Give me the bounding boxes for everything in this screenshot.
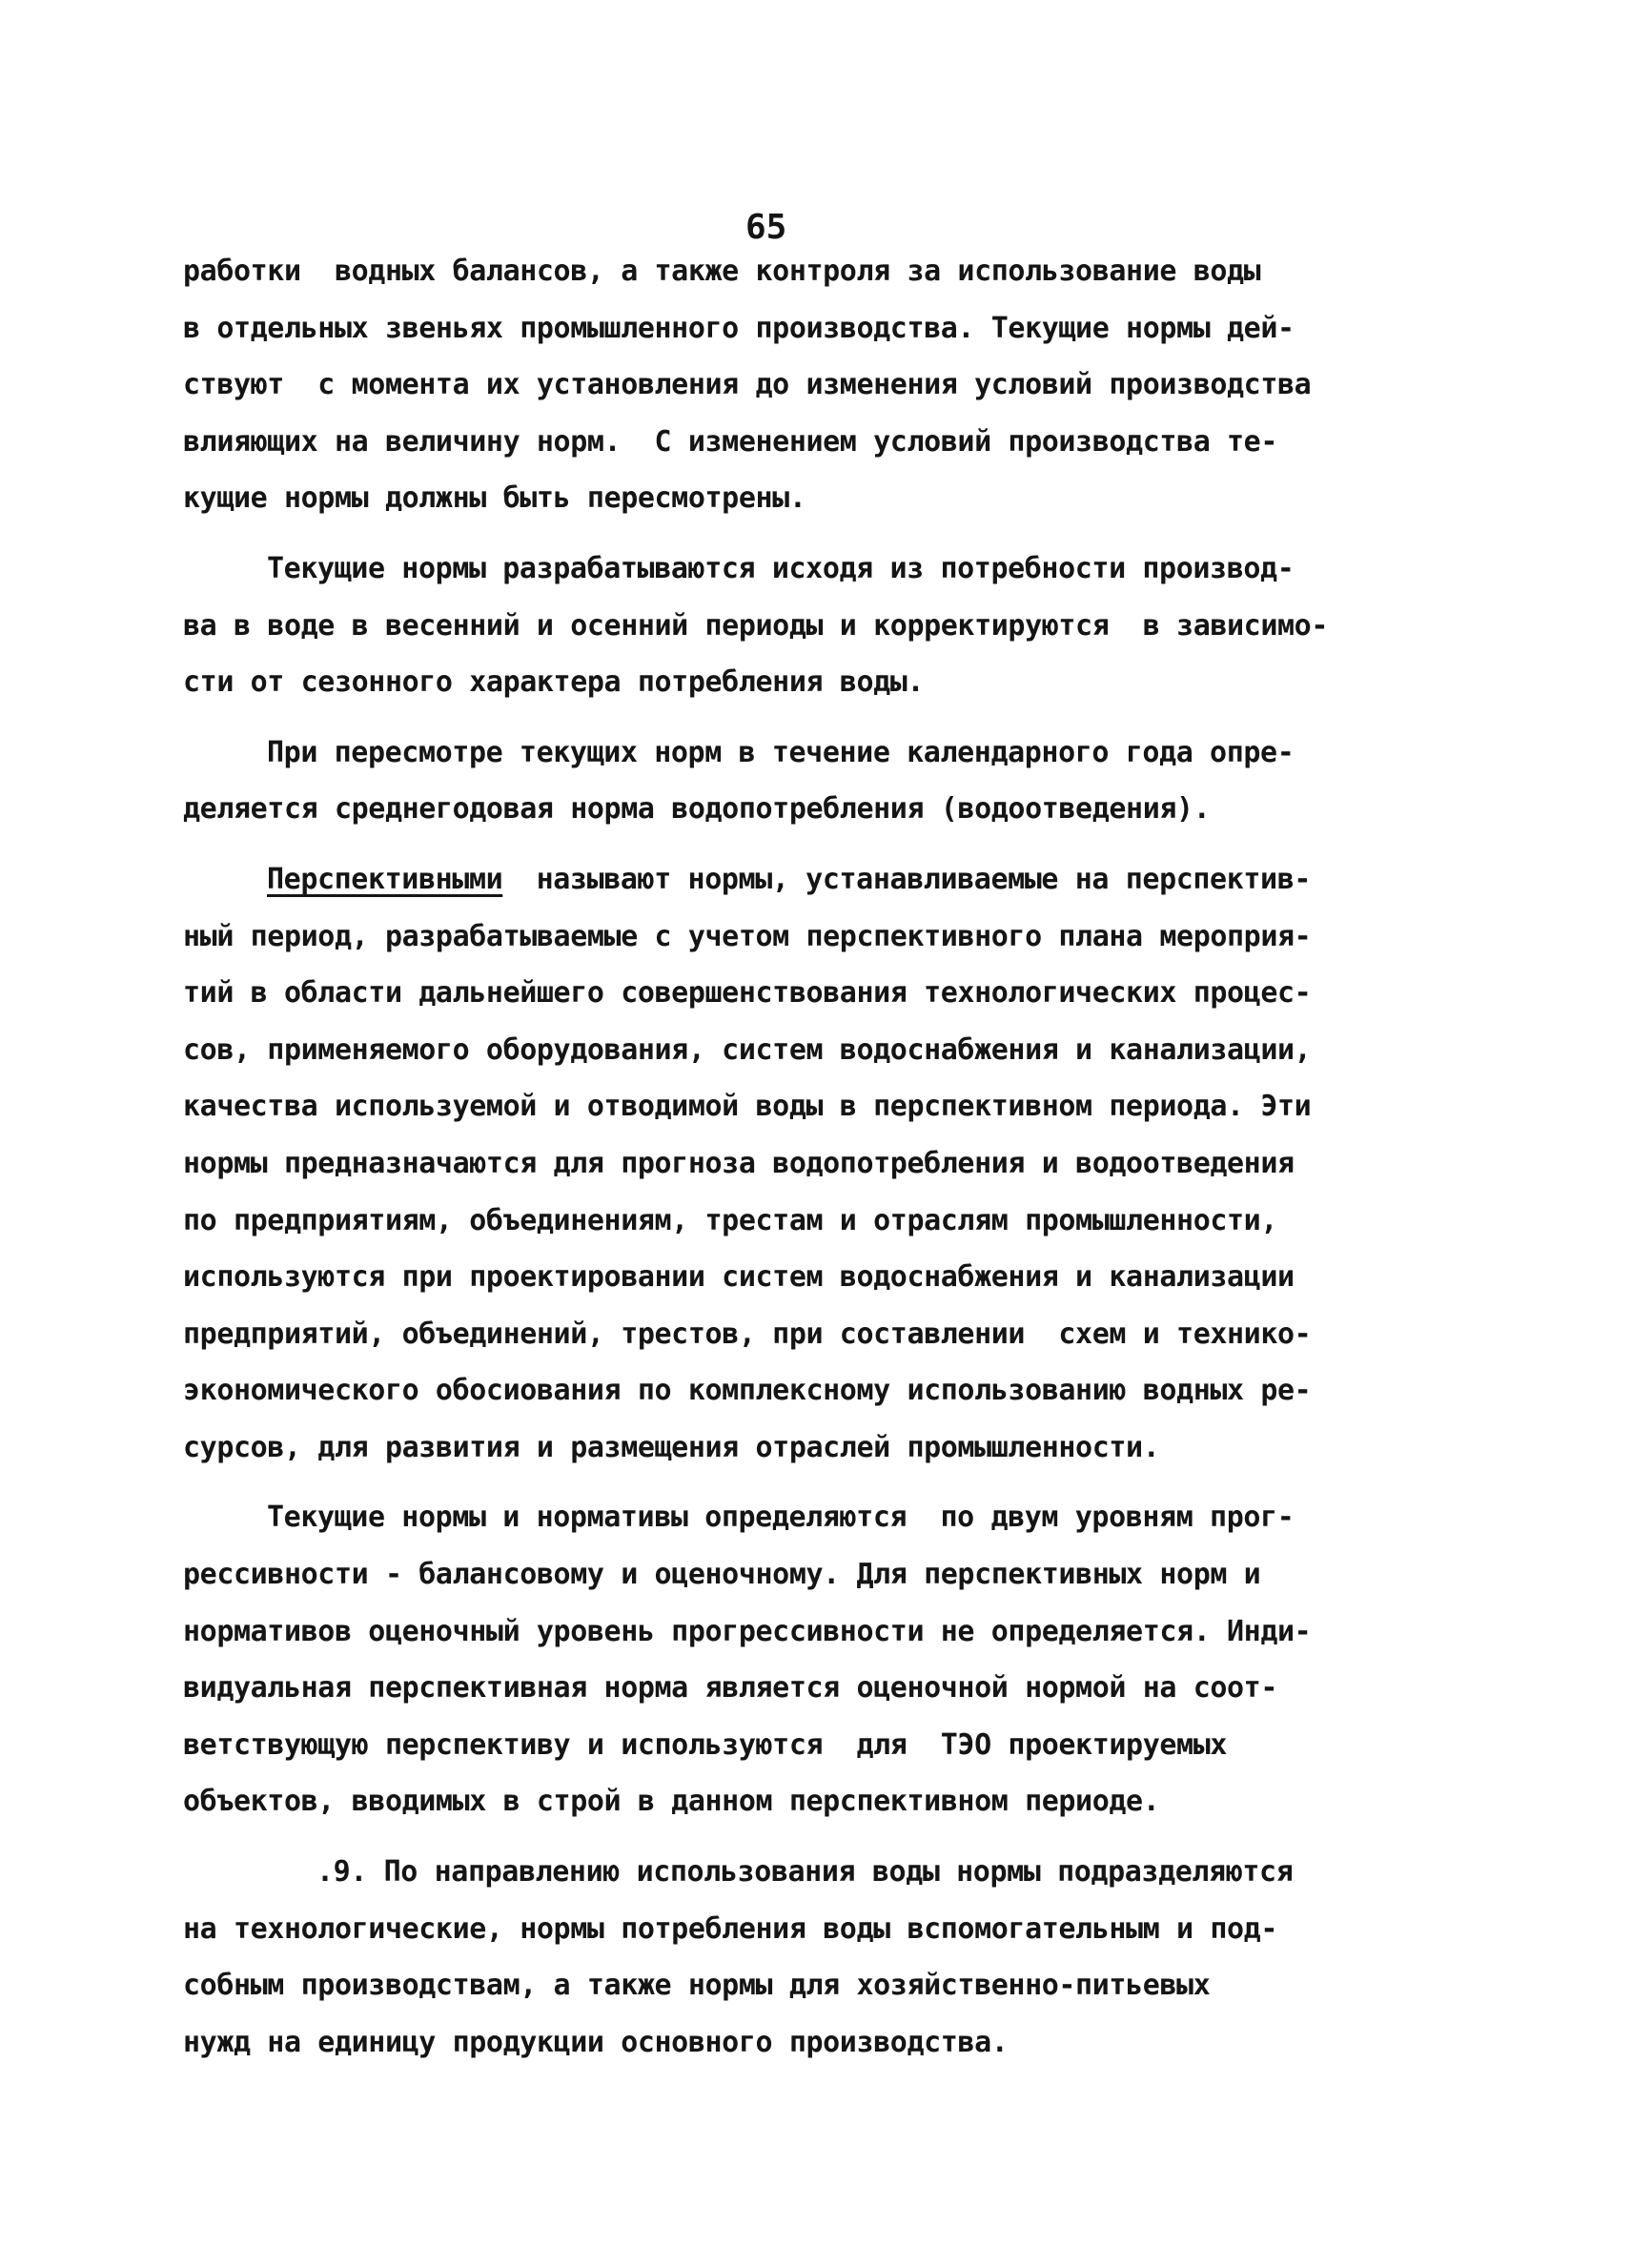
paragraph-first-line: Текущие нормы и нормативы определяются по двум уровням прог- — [267, 1501, 1295, 1535]
paragraph-first-line — [183, 851, 1403, 909]
text-line: собным производствам, а также нормы для хозяйственно-питьевых — [183, 1969, 1211, 2003]
paragraph-first-line: При пересмотре текущих норм в течение календарного года опре- — [267, 735, 1295, 769]
text-line: ный период, разрабатываемые с учетом перспективного плана мероприя- — [183, 919, 1312, 953]
defined-term: Перспективными — [267, 862, 503, 896]
text-line: работки водных балансов, а также контроля за использование воды — [183, 255, 1261, 288]
text-fragment: называют нормы, устанавливаемые на перспектив- — [502, 862, 1312, 896]
text-line: ва в воде в весенний и осенний периоды и корректируются в зависимо- — [183, 608, 1328, 643]
text-line: рессивности - балансовому и оценочному. Для перспективных норм и — [183, 1558, 1261, 1592]
text-line: нормативов оценочный уровень прогрессивности не определяется. Инди- — [183, 1614, 1312, 1648]
body-text — [183, 243, 1403, 2071]
text-line: сурсов, для развития и размещения отраслей промышленности. — [183, 1430, 1160, 1464]
text-line: влияющих на величину норм. С изменением условий производства те- — [183, 424, 1277, 459]
text-line: сов, применяемого оборудования, систем водоснабжения и канализации, — [183, 1032, 1312, 1067]
text-line: деляется среднегодовая норма водопотребления (водоотведения). — [183, 792, 1211, 827]
text-line: нормы предназначаются для прогноза водопотребления и водоотведения — [183, 1146, 1295, 1180]
text-line: нужд на единицу продукции основного производства. — [183, 2025, 1009, 2059]
paragraph-first-line: Текущие нормы разрабатываются исходя из потребности производ- — [267, 551, 1295, 585]
text-line: предприятий, объединений, трестов, при составлении схем и технико- — [183, 1317, 1312, 1351]
text-line: экономического обосиования по комплексному использованию водных ре- — [183, 1374, 1312, 1408]
text-line: качества используемой и отводимой воды в перспективном периода. Эти — [183, 1090, 1312, 1124]
text-line: ветствующую перспективу и используются для ТЭО проектируемых — [183, 1727, 1228, 1762]
text-line: объектов, вводимых в строй в данном перспективном периоде. — [183, 1785, 1160, 1819]
text-line: сти от сезонного характера потребления воды. — [183, 665, 925, 700]
text-line: кущие нормы должны быть пересмотрены. — [183, 481, 806, 516]
text-line: по предприятиям, объединениям, трестам и отраслям промышленности, — [183, 1203, 1277, 1237]
text-line: видуальная перспективная норма является оценочной нормой на соот- — [183, 1671, 1277, 1706]
page-number: 65 — [745, 208, 787, 247]
text-line: в отдельных звеньях промышленного производства. Текущие нормы дей- — [183, 311, 1295, 345]
text-line: тий в области дальнейшего совершенствования технологических процес- — [183, 976, 1312, 1011]
numbered-paragraph-first-line: .9. По направлению использования воды нормы подразделяются — [316, 1855, 1294, 1890]
text-line: ствуют с момента их установления до изменения условий производства — [183, 368, 1312, 402]
text-line: используются при проектировании систем водоснабжения и канализации — [183, 1260, 1295, 1295]
text-line: на технологические, нормы потребления воды вспомогательным и под- — [183, 1911, 1277, 1946]
